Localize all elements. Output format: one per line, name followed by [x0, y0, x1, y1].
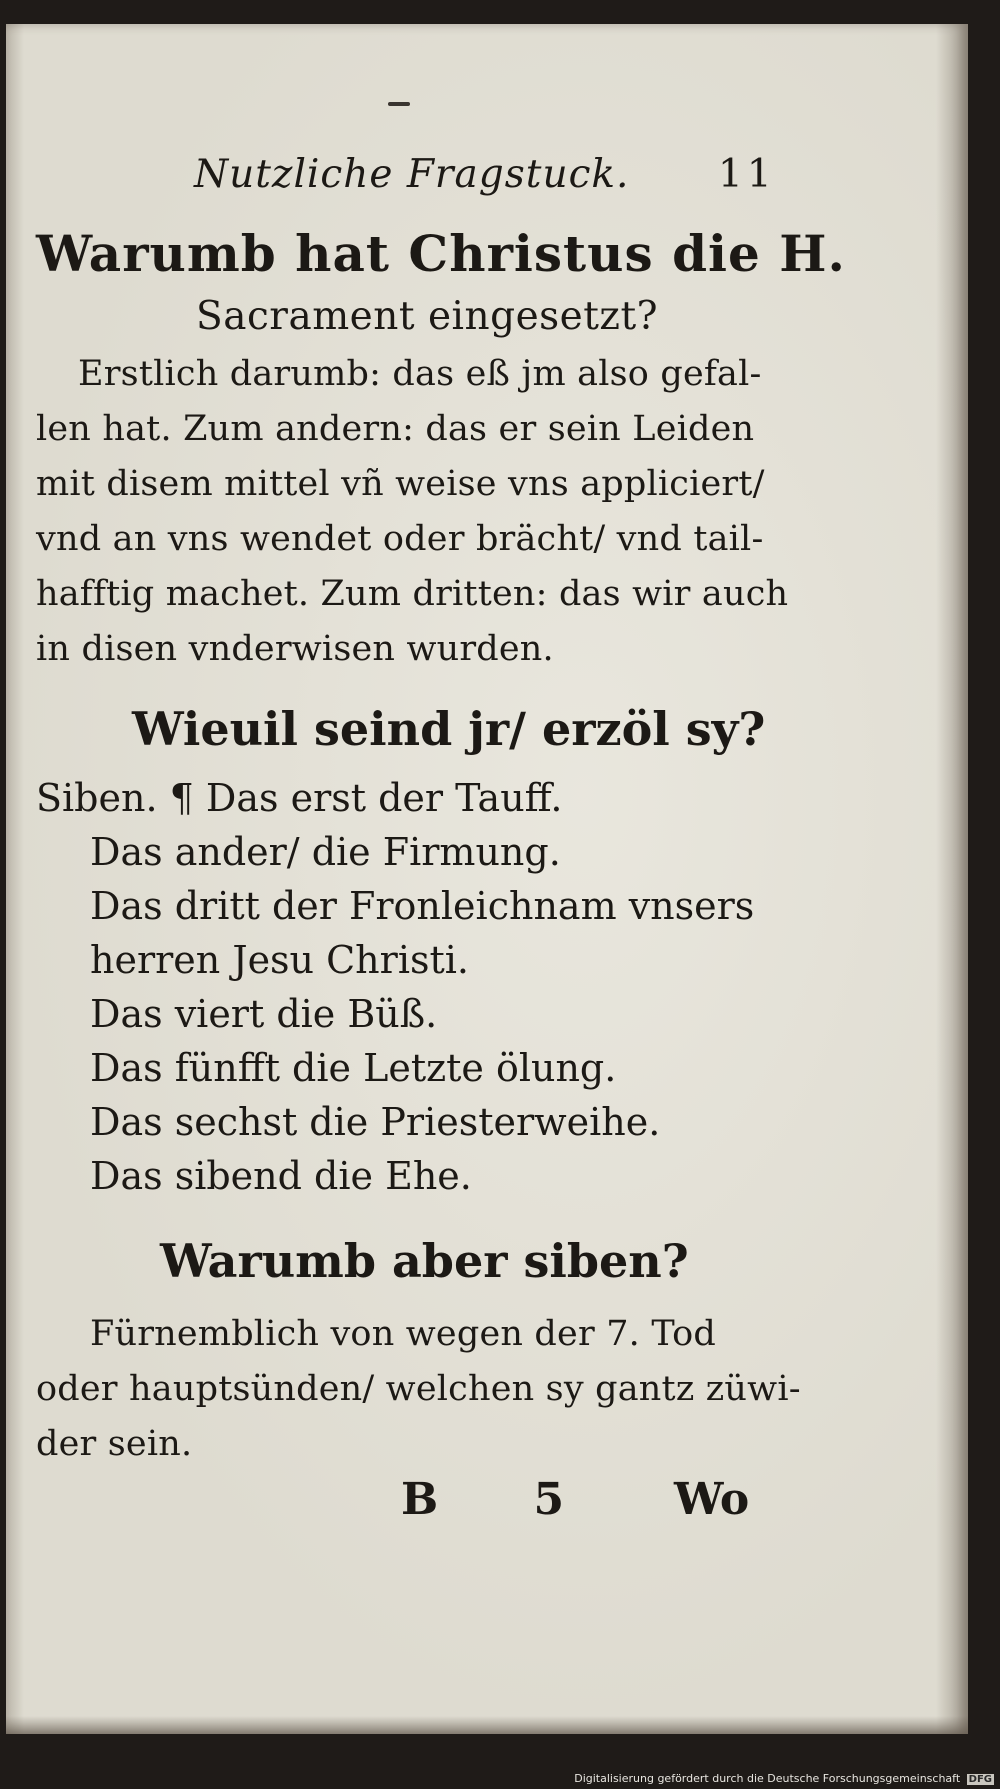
page-bottom-shadow [6, 1716, 968, 1734]
paragraph-1-line: Erstlich darumb: das eß jm also gefal- [78, 354, 762, 394]
digitization-credit [574, 1772, 994, 1785]
book-page [6, 24, 968, 1734]
running-head: Nutzliche Fragstuck. [194, 152, 630, 197]
folio-number: 11 [718, 152, 776, 197]
sacrament-list-item: Das sibend die Ehe. [90, 1154, 472, 1198]
paragraph-1-line: vnd an vns wendet oder brächt/ vnd tail- [36, 519, 764, 559]
paragraph-2-line: oder hauptsünden/ welchen sy gantz züwi- [36, 1369, 801, 1409]
digitization-note: Digitalisierung gefördert durch die Deutsche Forschungsgemeinschaft [574, 1772, 961, 1785]
paragraph-1-line: len hat. Zum andern: das er sein Leiden [36, 409, 755, 449]
question-heading-3: Warumb aber siben? [160, 1234, 689, 1288]
paragraph-1-line: in disen vnderwisen wurden. [36, 629, 554, 669]
sacrament-list-item: Das ander/ die Firmung. [90, 830, 561, 874]
sacrament-list-item: herren Jesu Christi. [90, 938, 469, 982]
paragraph-1-line: mit disem mittel vñ weise vns appliciert/ [36, 464, 765, 504]
catchword: Wo [674, 1474, 750, 1525]
section-title-line-2: Sacrament eingesetzt? [196, 294, 659, 339]
sacrament-list-item: Siben. ¶ Das erst der Tauff. [36, 776, 563, 820]
dfg-logo: DFG [968, 1774, 992, 1785]
question-heading-2: Wieuil seind jr/ erzöl sy? [132, 702, 766, 756]
section-title-line-1: Warumb hat Christus die H. [36, 224, 846, 283]
sacrament-list-item: Das viert die Büß. [90, 992, 438, 1036]
signature-mark: B 5 [401, 1474, 605, 1525]
sacrament-list-item: Das fünfft die Letzte ölung. [90, 1046, 617, 1090]
paragraph-2-line: Fürnemblich von wegen der 7. Tod [90, 1314, 717, 1354]
paragraph-2-line: der sein. [36, 1424, 193, 1464]
printer-mark [388, 102, 410, 106]
sacrament-list-item: Das dritt der Fronleichnam vnsers [90, 884, 755, 928]
sacrament-list-item: Das sechst die Priesterweihe. [90, 1100, 661, 1144]
page-edge-shadow [936, 24, 968, 1734]
paragraph-1-line: hafftig machet. Zum dritten: das wir auch [36, 574, 789, 614]
